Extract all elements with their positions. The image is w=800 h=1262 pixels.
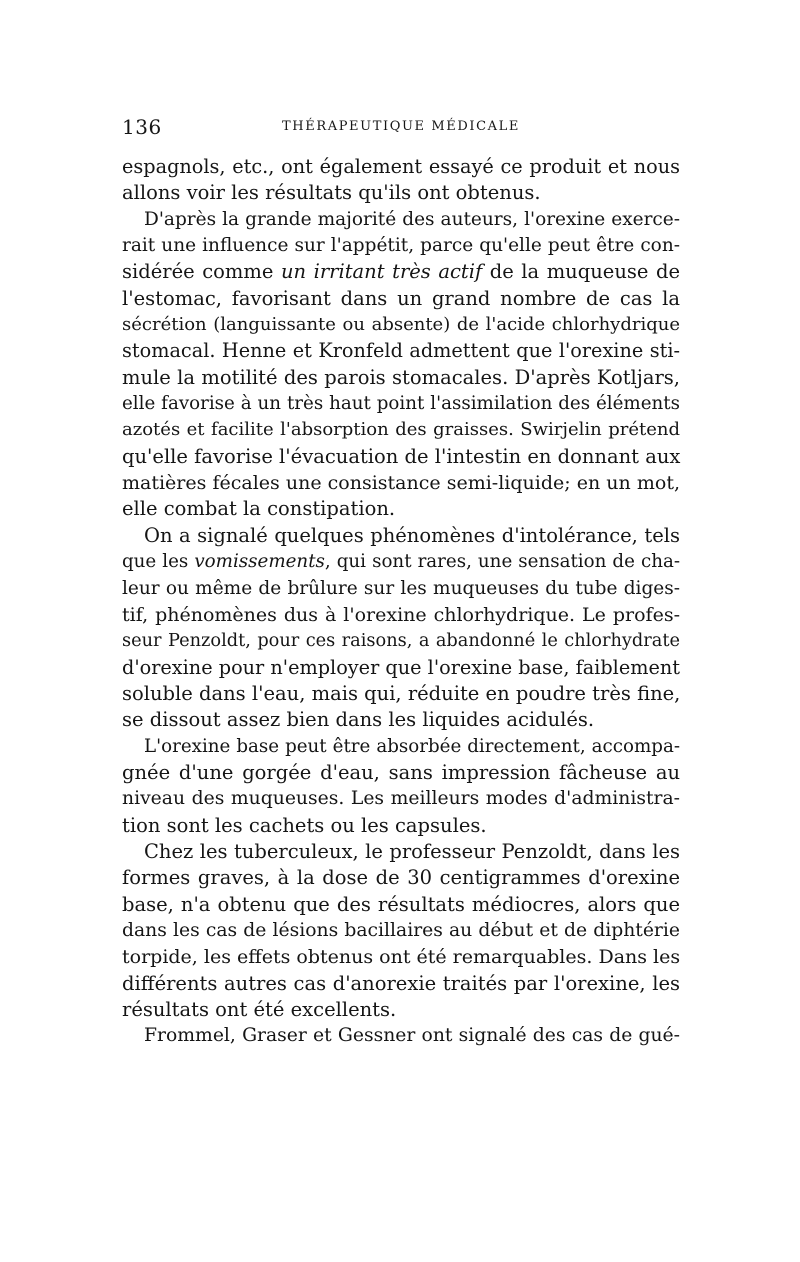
text-line-run: matières fécales une consistance semi-liquide; en un mot,: [122, 472, 680, 495]
text-line-run: elle combat la constipation.: [122, 497, 396, 521]
text-line: [122, 892, 680, 918]
text-line: [122, 760, 680, 786]
text-line: [122, 944, 680, 970]
text-line-run: soluble dans l'eau, mais qui, réduite en poudre très fine,: [122, 681, 681, 705]
paragraph-first-line: [122, 1023, 680, 1049]
italic-phrase: un irritant très actif: [280, 260, 483, 284]
text-line: [122, 813, 680, 839]
text-line-run: Chez les tuberculeux, le professeur Penzoldt, dans les: [144, 839, 680, 863]
page-number: 136: [122, 115, 162, 139]
text-line: [122, 971, 680, 997]
text-line-run: rait une influence sur l'appétit, parce qu'elle peut être con-: [122, 235, 680, 257]
text-line-run: sécrétion (languissante ou absente) de l'acide chlorhydrique: [122, 314, 680, 336]
text-line: [122, 628, 680, 654]
text-line-run: leur ou même de brûlure sur les muqueuses du tube diges-: [122, 577, 680, 599]
text-line-run: gnée d'une gorgée d'eau, sans impression fâcheuse au: [122, 760, 680, 784]
text-line-run: L'orexine base peut être absorbée directement, accompa-: [144, 735, 680, 757]
text-line: [122, 417, 680, 443]
text-line: [122, 444, 680, 470]
text-line-run: allons voir les résultats qu'ils ont obtenus.: [122, 181, 541, 205]
text-line-run: tion sont les cachets ou les capsules.: [122, 813, 487, 837]
text-line: [122, 365, 680, 391]
text-line-run: de la muqueuse de: [482, 260, 680, 284]
text-line: [122, 180, 680, 206]
text-line: [122, 286, 680, 312]
text-line: [122, 681, 680, 707]
body-text: [122, 154, 680, 1050]
text-line-run: , qui sont rares, une sensation de cha-: [324, 551, 680, 573]
text-line-run: espagnols, etc., ont également essayé ce produit et nous: [122, 155, 680, 178]
text-line: [122, 786, 680, 812]
text-line-run: niveau des muqueuses. Les meilleurs modes d'administra-: [122, 788, 680, 810]
text-line: [122, 549, 680, 575]
text-line-run: torpide, les effets obtenus ont été remarquables. Dans les: [122, 946, 681, 969]
text-line: [122, 154, 680, 180]
text-line-run: dans les cas de lésions bacillaires au début et de diphtérie: [122, 919, 680, 941]
paragraph-first-line: [122, 207, 680, 233]
text-line: [122, 997, 680, 1023]
text-line-run: Frommel, Graser et Gessner ont signalé des cas de gué-: [144, 1025, 680, 1047]
text-line: [122, 918, 680, 944]
paragraph-first-line: [122, 523, 680, 549]
text-line-run: se dissout assez bien dans les liquides acidulés.: [122, 708, 595, 732]
text-line-run: formes graves, à la dose de 30 centigrammes d'orexine: [122, 866, 680, 890]
text-line-run: azotés et facilite l'absorption des graisses. Swirjelin prétend: [122, 419, 680, 441]
text-line: [122, 338, 680, 364]
text-line-run: base, n'a obtenu que des résultats médiocres, alors que: [122, 892, 680, 916]
text-line-run: résultats ont été excellents.: [122, 998, 397, 1021]
text-line-run: d'orexine pour n'employer que l'orexine base, faiblement: [122, 655, 680, 679]
text-line: [122, 707, 680, 733]
text-line: [122, 576, 680, 602]
running-head: THÉRAPEUTIQUE MÉDICALE: [282, 119, 520, 134]
text-line: [122, 655, 680, 681]
text-line: [122, 259, 680, 285]
paragraph-first-line: [122, 734, 680, 760]
text-line: [122, 312, 680, 338]
paragraph-first-line: [122, 839, 680, 865]
text-line-run: stomacal. Henne et Kronfeld admettent que l'orexine sti-: [122, 339, 680, 363]
page-header: [122, 115, 680, 139]
text-line-run: qu'elle favorise l'évacuation de l'intestin en donnant aux: [122, 444, 681, 468]
text-line-run: différents autres cas d'anorexie traités par l'orexine, les: [122, 971, 680, 995]
text-line: [122, 391, 680, 417]
italic-phrase: vomissements: [194, 551, 325, 573]
text-line-run: On a signalé quelques phénomènes d'intolérance, tels: [144, 523, 680, 547]
text-line: [122, 470, 680, 496]
text-line-run: elle favorise à un très haut point l'assimilation des éléments: [122, 393, 680, 415]
text-line-run: mule la motilité des parois stomacales. D'après Kotljars,: [122, 365, 680, 389]
text-line-run: l'estomac, favorisant dans un grand nombre de cas la: [122, 286, 680, 310]
text-line-run: que les: [122, 551, 195, 573]
text-line: [122, 865, 680, 891]
text-line-run: seur Penzoldt, pour ces raisons, a abandonné le chlorhydrate: [122, 631, 680, 652]
text-line-run: tif, phénomènes dus à l'orexine chlorhydrique. Le profes-: [122, 603, 680, 626]
text-line: [122, 233, 680, 259]
text-line-run: D'après la grande majorité des auteurs, l'orexine exerce-: [144, 208, 680, 230]
text-line-run: sidérée comme: [122, 260, 281, 284]
text-line: [122, 602, 680, 628]
text-line: [122, 496, 680, 522]
